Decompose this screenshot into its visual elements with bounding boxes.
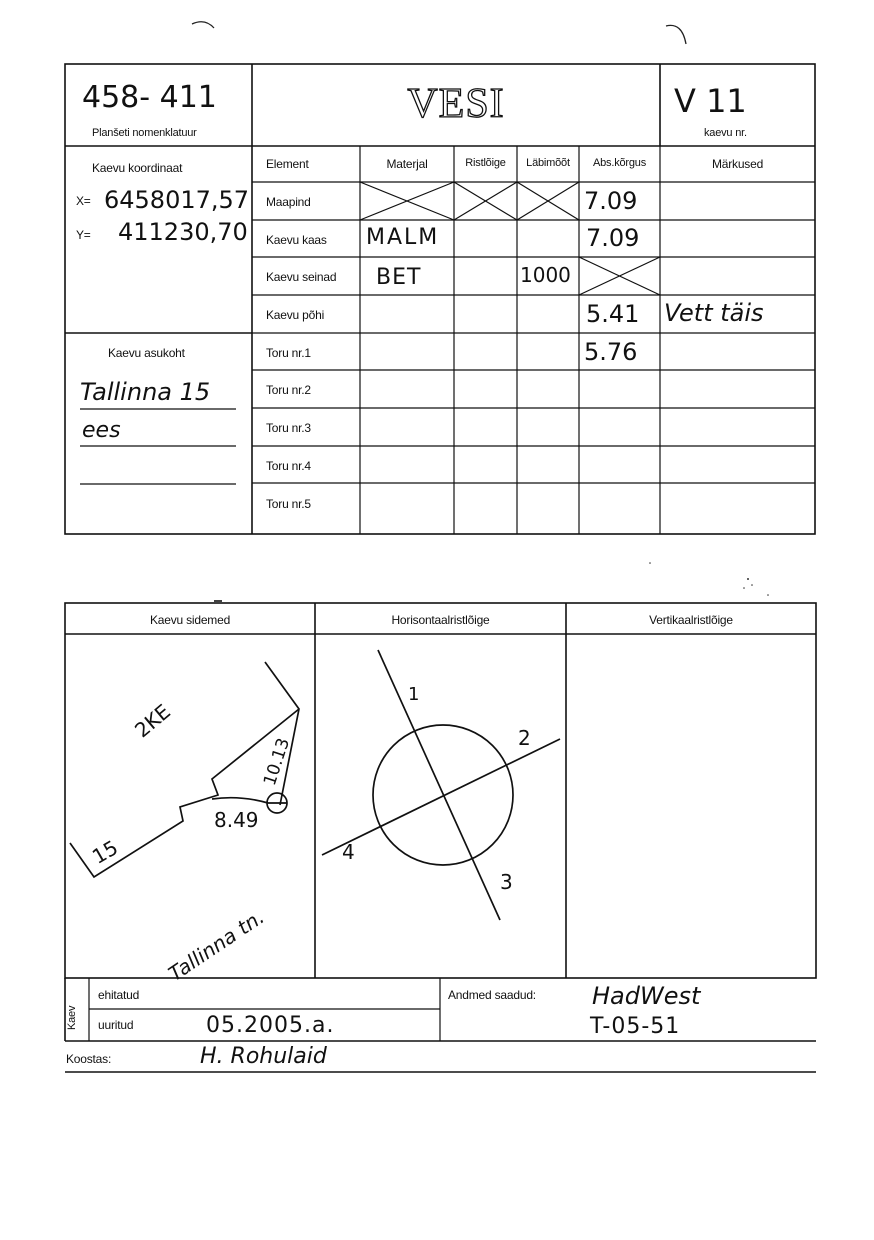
lower-form: [0, 595, 874, 1085]
surveyed-label: uuritud: [98, 1018, 134, 1032]
vertical-section-label: Vertikaalristlõige: [649, 613, 733, 627]
data-source-code: T-05-51: [590, 1014, 681, 1039]
header-diameter: Läbimõõt: [526, 157, 570, 169]
coords-label: Kaevu koordinaat: [92, 161, 183, 175]
row-element: Toru nr.3: [266, 421, 311, 435]
row-element: Toru nr.4: [266, 459, 311, 473]
row-element: Maapind: [266, 195, 311, 209]
row-diameter: 1000: [520, 263, 571, 287]
row-remarks: Vett täis: [664, 299, 764, 327]
row-element: Kaevu kaas: [266, 233, 327, 247]
sketch-label-2ke: 2KE: [130, 699, 175, 743]
row-material: MALM: [366, 225, 440, 250]
well-number-label: kaevu nr.: [704, 127, 747, 139]
sketch-distance-2: 8.49: [214, 808, 259, 832]
header-remarks: Märkused: [711, 157, 764, 171]
sketch-label-15: 15: [88, 835, 123, 869]
row-element: Kaevu seinad: [266, 270, 337, 284]
row-elevation: 5.76: [584, 338, 638, 366]
row-material: BET: [376, 265, 422, 290]
author-value: H. Rohulaid: [200, 1044, 327, 1069]
row-element: Kaevu põhi: [266, 308, 325, 322]
row-elevation: 7.09: [584, 187, 638, 215]
plan-number: 458- 411: [82, 80, 217, 115]
y-value: 411230,70: [118, 218, 248, 246]
y-label: Y=: [76, 228, 91, 242]
row-element: Toru nr.1: [266, 346, 311, 360]
data-source-label: Andmed saadud:: [448, 988, 536, 1002]
surveyed-value: 05.2005.a.: [206, 1013, 335, 1038]
well-number: V 11: [674, 82, 747, 120]
row-element: Toru nr.2: [266, 383, 311, 397]
pipe-label-4: 4: [342, 840, 355, 864]
horizontal-section-sketch: [322, 650, 560, 920]
header-element: Element: [266, 157, 309, 171]
row-elevation: 7.09: [586, 224, 640, 252]
sketch-distance-1: 10.13: [260, 735, 295, 789]
built-label: ehitatud: [98, 988, 140, 1002]
sketch-street-name: Tallinna tn.: [164, 904, 269, 986]
location-label: Kaevu asukoht: [108, 346, 185, 360]
header-section: Ristlõige: [465, 157, 506, 169]
author-label: Koostas:: [66, 1052, 112, 1066]
horizontal-section-label: Horisontaalristlõige: [391, 613, 490, 627]
location-line-2: ees: [82, 418, 121, 443]
row-elevation: 5.41: [586, 300, 640, 328]
well-side-label: Kaev: [66, 1005, 78, 1030]
x-label: X=: [76, 194, 91, 208]
row-element: Toru nr.5: [266, 497, 311, 511]
x-value: 6458017,57: [104, 186, 250, 214]
header-material: Materjal: [386, 157, 428, 171]
pipe-label-3: 3: [500, 870, 513, 894]
pipe-label-2: 2: [518, 726, 531, 750]
location-line-1: Tallinna 15: [80, 378, 211, 406]
page-title: VESI: [407, 81, 505, 127]
pipe-label-1: 1: [408, 684, 420, 705]
header-elevation: Abs.kõrgus: [592, 157, 647, 169]
plan-number-label: Planšeti nomenklatuur: [92, 127, 197, 139]
data-source-value: HadWest: [592, 982, 701, 1010]
ties-label: Kaevu sidemed: [149, 613, 231, 627]
